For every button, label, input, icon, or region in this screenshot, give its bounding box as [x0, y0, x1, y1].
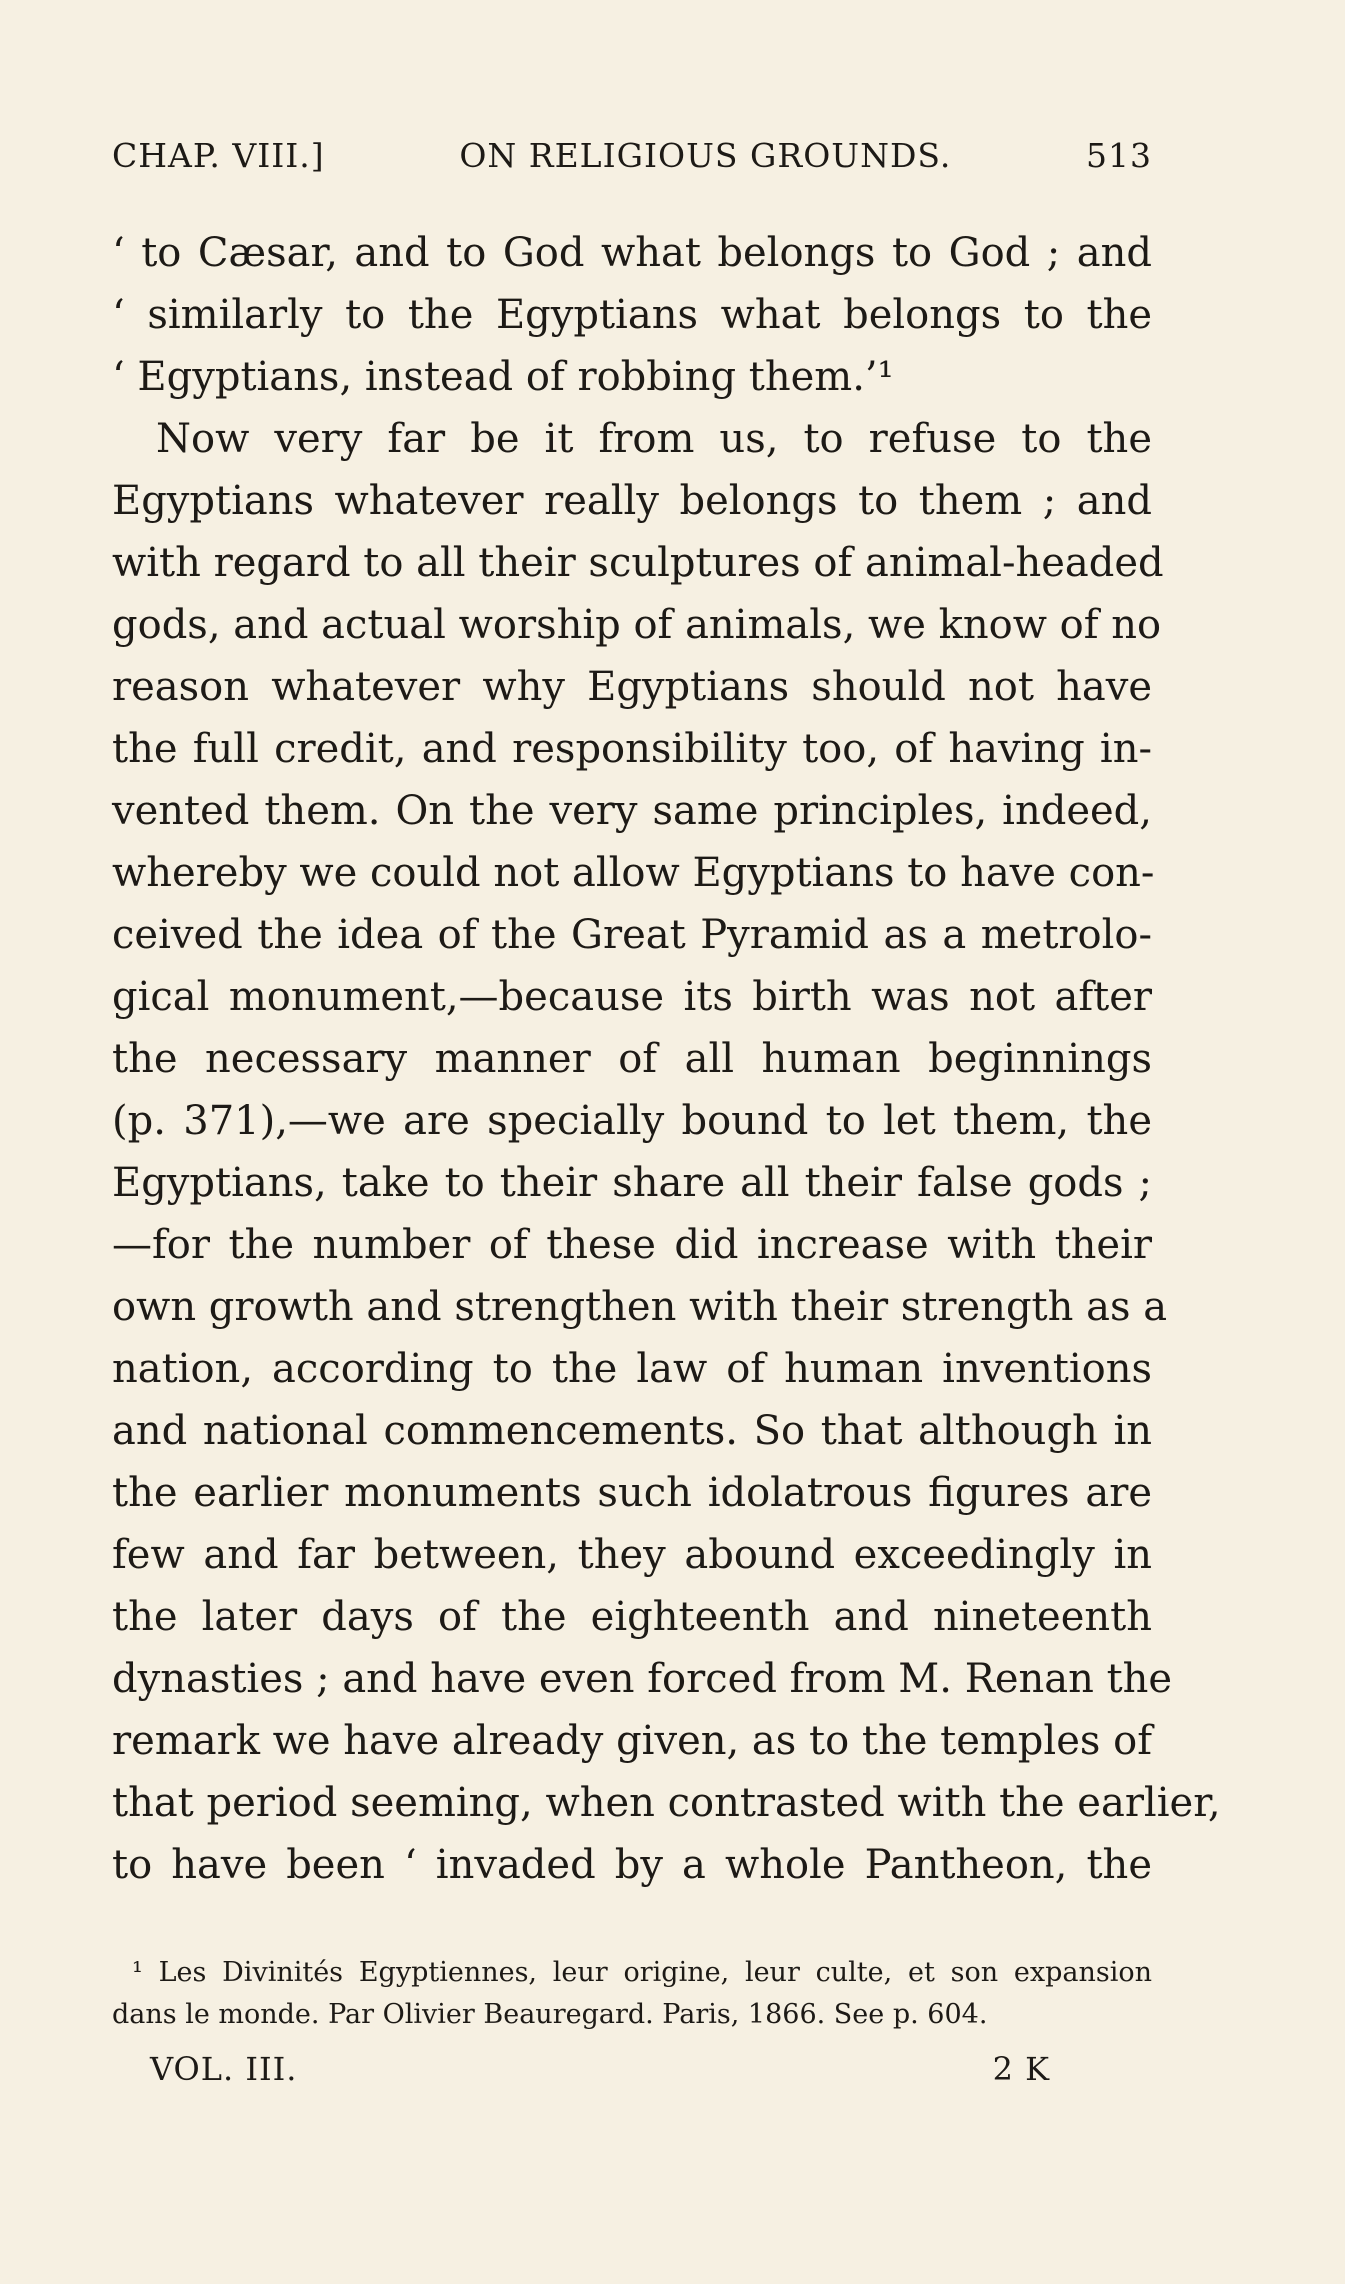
- text-line: Egyptians whatever really belongs to them ; and: [112, 478, 1152, 524]
- text-line: reason whatever why Egyptians should not have: [112, 664, 1152, 710]
- text-line: ‘ to Cæsar, and to God what belongs to God ; and: [112, 230, 1152, 276]
- footnote-line: ¹ Les Divinités Egyptiennes, leur origine, leur culte, et son expansion: [132, 1957, 1152, 1988]
- text-line: with regard to all their sculptures of animal-headed: [112, 540, 1164, 586]
- running-title: ON RELIGIOUS GROUNDS.: [459, 136, 952, 175]
- signature-mark: 2 K: [992, 2050, 1050, 2088]
- footnote-line: dans le monde. Par Olivier Beauregard. Paris, 1866. See p. 604.: [112, 1999, 988, 2030]
- chapter-label: CHAP. VIII.]: [112, 136, 325, 175]
- text-line: gods, and actual worship of animals, we know of no: [112, 602, 1162, 648]
- page-number: 513: [1085, 136, 1152, 175]
- text-line: —for the number of these did increase with their: [112, 1222, 1152, 1268]
- text-line: gical monument,—because its birth was not after: [112, 974, 1152, 1020]
- text-line: ‘ similarly to the Egyptians what belongs to the: [112, 292, 1152, 338]
- text-line: that period seeming, when contrasted with the earlier,: [112, 1780, 1221, 1826]
- text-line: (p. 371),—we are specially bound to let them, the: [112, 1098, 1152, 1144]
- text-line: Egyptians, take to their share all their false gods ;: [112, 1160, 1152, 1206]
- text-line: the later days of the eighteenth and nineteenth: [112, 1594, 1152, 1640]
- text-line: Now very far be it from us, to refuse to the: [156, 416, 1152, 462]
- volume-label: VOL. III.: [150, 2050, 298, 2088]
- text-line: to have been ‘ invaded by a whole Pantheon, the: [112, 1842, 1152, 1888]
- text-line: few and far between, they abound exceedingly in: [112, 1532, 1152, 1578]
- text-line: nation, according to the law of human inventions: [112, 1346, 1152, 1392]
- text-line: remark we have already given, as to the temples of: [112, 1718, 1152, 1764]
- text-line: the earlier monuments such idolatrous figures are: [112, 1470, 1152, 1516]
- text-line: dynasties ; and have even forced from M. Renan the: [112, 1656, 1173, 1702]
- text-line: and national commencements. So that although in: [112, 1408, 1152, 1454]
- text-line: the full credit, and responsibility too, of having in-: [112, 726, 1152, 772]
- text-line: ceived the idea of the Great Pyramid as a metrolo-: [112, 912, 1152, 958]
- text-line: vented them. On the very same principles, indeed,: [112, 788, 1152, 834]
- text-line: ‘ Egyptians, instead of robbing them.’¹: [112, 354, 894, 400]
- text-line: whereby we could not allow Egyptians to have con-: [112, 850, 1155, 896]
- body-text: [112, 222, 1221, 1896]
- text-line: the necessary manner of all human beginnings: [112, 1036, 1152, 1082]
- footnote: [112, 1952, 1152, 2036]
- text-line: own growth and strengthen with their strength as a: [112, 1284, 1168, 1330]
- running-head: [112, 136, 1152, 175]
- signature-line: [150, 2050, 1050, 2088]
